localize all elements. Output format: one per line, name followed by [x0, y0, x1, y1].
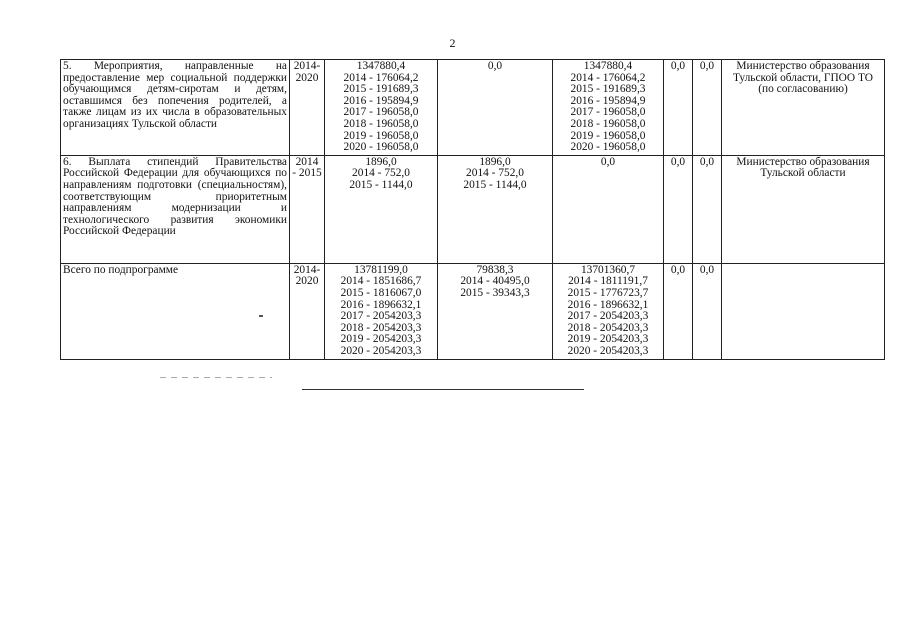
- amount-line: 1347880,4: [356, 60, 406, 72]
- table-row: [61, 155, 885, 263]
- regional-budget-cell: [553, 263, 664, 359]
- local-budget-cell: 0,0: [664, 60, 693, 156]
- total-cell: [325, 155, 438, 263]
- amount-line: 2014 - 176064,2: [570, 71, 646, 84]
- amount-line: 2014 - 40495,0: [460, 275, 530, 288]
- amount-line: 2017 - 196058,0: [343, 106, 419, 119]
- amount-line: 79838,3: [476, 263, 514, 276]
- amount-line: 2017 - 2054203,3: [567, 310, 649, 323]
- regional-budget-cell: [553, 60, 664, 156]
- regional-budget-cell: [553, 155, 664, 263]
- amount-line: 2018 - 2054203,3: [340, 321, 422, 334]
- measure-name-cell: [61, 263, 290, 359]
- scan-speck: [259, 315, 263, 317]
- table-row: [61, 60, 885, 156]
- amount-line: 2015 - 1776723,7: [567, 286, 649, 299]
- amount-line: 2014 - 752,0: [466, 167, 524, 180]
- measure-name: Всего по подпрограмме: [63, 263, 179, 276]
- executor-cell: Министерство образования Тульской области: [722, 155, 885, 263]
- period-cell: [290, 263, 325, 359]
- amount-line: 2014 - 1811191,7: [568, 275, 648, 288]
- amount-line: 2020 - 2054203,3: [567, 344, 649, 357]
- period-cell: [290, 155, 325, 263]
- federal-budget-cell: [438, 263, 553, 359]
- amount-line: 13781199,0: [354, 263, 408, 276]
- federal-budget-cell: [438, 155, 553, 263]
- amount-line: 2016 - 195894,9: [343, 94, 419, 107]
- amount-line: 2020 - 196058,0: [343, 141, 419, 154]
- amount-line: 1896,0: [479, 155, 511, 168]
- measure-name-cell: [61, 60, 290, 156]
- amount-line: 2015 - 191689,3: [570, 83, 646, 96]
- executor-cell: Министерство образования Тульской области, ГПОО ТО (по согласованию): [722, 60, 885, 156]
- amount-line: 2015 - 1144,0: [463, 178, 527, 191]
- amount-line: 2015 - 39343,3: [460, 286, 530, 299]
- amount-line: 2014 - 1851686,7: [340, 275, 422, 288]
- amount-line: 2015 - 1144,0: [349, 178, 413, 191]
- amount-line: 2018 - 196058,0: [343, 117, 419, 130]
- extrabudget-cell: 0,0: [693, 263, 722, 359]
- amount-line: 2020 - 196058,0: [570, 141, 646, 154]
- measure-name: 5. Мероприятия, направленные на предоставление мер социальной поддержки обучающимся детям-сиротам и детям, оставшимся без попечения родителей, а также лицам из их числа в образовательных организациях Тульской области: [63, 60, 287, 130]
- period: 2014 - 2015: [292, 155, 322, 180]
- amount-line: 2019 - 2054203,3: [567, 333, 649, 346]
- total-cell: [325, 263, 438, 359]
- amount-line: 2018 - 196058,0: [570, 117, 646, 130]
- extrabudget-cell: 0,0: [693, 60, 722, 156]
- program-table: [60, 59, 885, 360]
- amount-line: 2014 - 176064,2: [343, 71, 419, 84]
- table-row: [61, 263, 885, 359]
- amount-line: 2017 - 2054203,3: [340, 310, 422, 323]
- period-cell: [290, 60, 325, 156]
- amount-line: 1896,0: [365, 155, 397, 168]
- amount-line: 2018 - 2054203,3: [567, 321, 649, 334]
- amount-line: 2015 - 191689,3: [343, 83, 419, 96]
- amount-line: 2020 - 2054203,3: [340, 344, 422, 357]
- amount-line: 0,0: [600, 155, 616, 168]
- measure-name: 6. Выплата стипендий Правительства Российской Федерации для обучающихся по направлениям подготовки (специальностям), соответствующим приоритетным направлениям модернизации и технологического развития экономики Российской Федерации: [63, 155, 287, 238]
- executor-cell: [722, 263, 885, 359]
- measure-name-cell: [61, 155, 290, 263]
- page-number: 2: [449, 36, 456, 50]
- period: 2014- 2020: [293, 60, 321, 84]
- amount-line: 2015 - 1816067,0: [340, 286, 422, 299]
- amount-line: 2014 - 752,0: [352, 167, 410, 180]
- amount-line: 13701360,7: [580, 263, 636, 276]
- local-budget-cell: 0,0: [664, 155, 693, 263]
- period: 2014- 2020: [293, 263, 321, 288]
- amount-line: 2016 - 195894,9: [570, 94, 646, 107]
- federal-budget-cell: [438, 60, 553, 156]
- amount-line: 2016 - 1896632,1: [567, 298, 649, 311]
- amount-line: 2017 - 196058,0: [570, 106, 646, 119]
- scan-artifact-line: [160, 377, 272, 378]
- amount-line: 2019 - 196058,0: [570, 129, 646, 142]
- local-budget-cell: 0,0: [664, 263, 693, 359]
- extrabudget-cell: 0,0: [693, 155, 722, 263]
- amount-line: 2019 - 196058,0: [343, 129, 419, 142]
- closing-rule: [302, 389, 584, 390]
- amount-line: 2019 - 2054203,3: [340, 333, 422, 346]
- amount-line: 2016 - 1896632,1: [340, 298, 422, 311]
- amount-line: 1347880,4: [583, 60, 633, 72]
- amount-line: 0,0: [487, 60, 503, 72]
- total-cell: [325, 60, 438, 156]
